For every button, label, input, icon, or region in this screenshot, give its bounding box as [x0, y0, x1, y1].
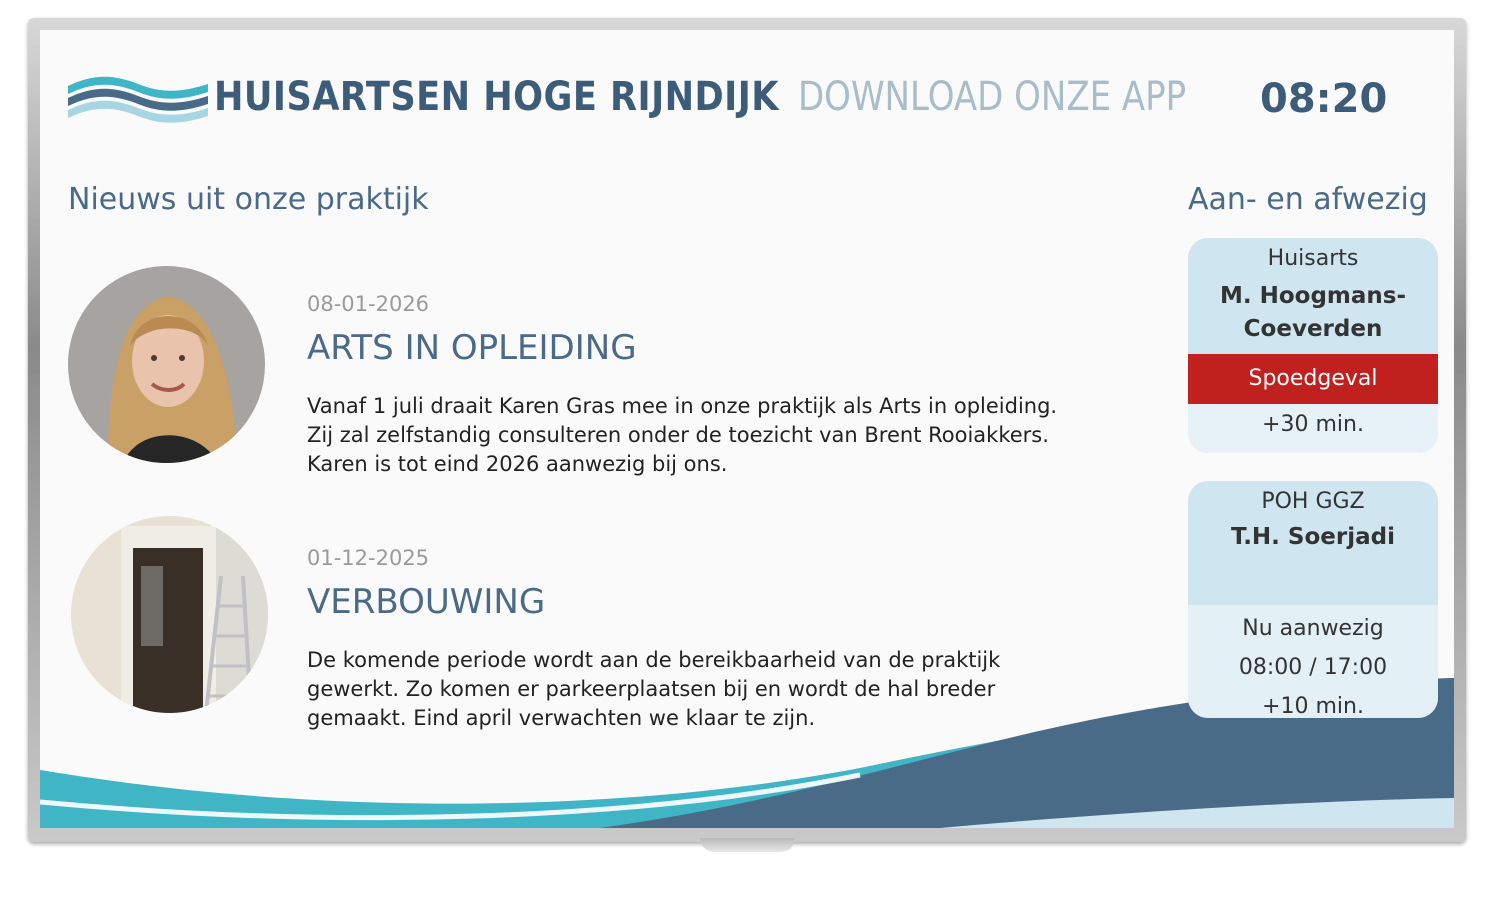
- news-item: [68, 266, 1068, 476]
- staff-name-line1: M. Hoogmans-: [1219, 283, 1407, 309]
- news-item: [68, 516, 1068, 730]
- news-headline: ARTS IN OPLEIDING: [307, 328, 637, 368]
- brand-name: HUISARTSEN HOGE RIJNDIJK: [214, 74, 779, 120]
- app-promo-text: DOWNLOAD ONZE APP: [798, 74, 1187, 120]
- office-hours: 08:00 / 17:00: [1238, 655, 1388, 680]
- status-badge-emergency: Spoedgeval: [1188, 354, 1438, 404]
- presence-details: [1188, 605, 1438, 718]
- news-section-title: Nieuws uit onze praktijk: [68, 182, 429, 217]
- news-headline: VERBOUWING: [307, 582, 546, 622]
- staff-role: Huisarts: [1267, 246, 1359, 271]
- news-photo-construction: [71, 516, 268, 713]
- news-photo-portrait: [68, 266, 265, 463]
- delay-text: +30 min.: [1188, 404, 1438, 453]
- presence-card: [1188, 238, 1438, 453]
- wave-logo-icon: [68, 72, 208, 124]
- presence-card: [1188, 481, 1438, 718]
- news-body: De komende periode wordt aan de bereikbaarheid van de praktijk gewerkt. Zo komen er parkeerplaatsen bij en wordt de hal breder gemaakt. Eind april verwachten we klaar te zijn.: [307, 648, 1001, 730]
- presence-section-title: Aan- en afwezig: [1188, 182, 1428, 217]
- delay-text: +10 min.: [1262, 694, 1364, 718]
- staff-name-line2: Coeverden: [1243, 316, 1383, 342]
- clock-time: 08:20: [1260, 76, 1388, 122]
- status-text: Nu aanwezig: [1242, 616, 1384, 641]
- news-date: 08-01-2026: [307, 292, 430, 316]
- tv-stand: [700, 838, 795, 852]
- news-body: Vanaf 1 juli draait Karen Gras mee in onze praktijk als Arts in opleiding. Zij zal zelfstandig consulteren onder de toezicht van Brent Rooiakkers. Karen is tot eind 2026 aanwezig bij ons.: [307, 394, 1058, 476]
- news-date: 01-12-2025: [307, 546, 430, 570]
- staff-role: POH GGZ: [1261, 489, 1365, 514]
- staff-name: T.H. Soerjadi: [1231, 524, 1395, 550]
- display-screen: [40, 30, 1454, 828]
